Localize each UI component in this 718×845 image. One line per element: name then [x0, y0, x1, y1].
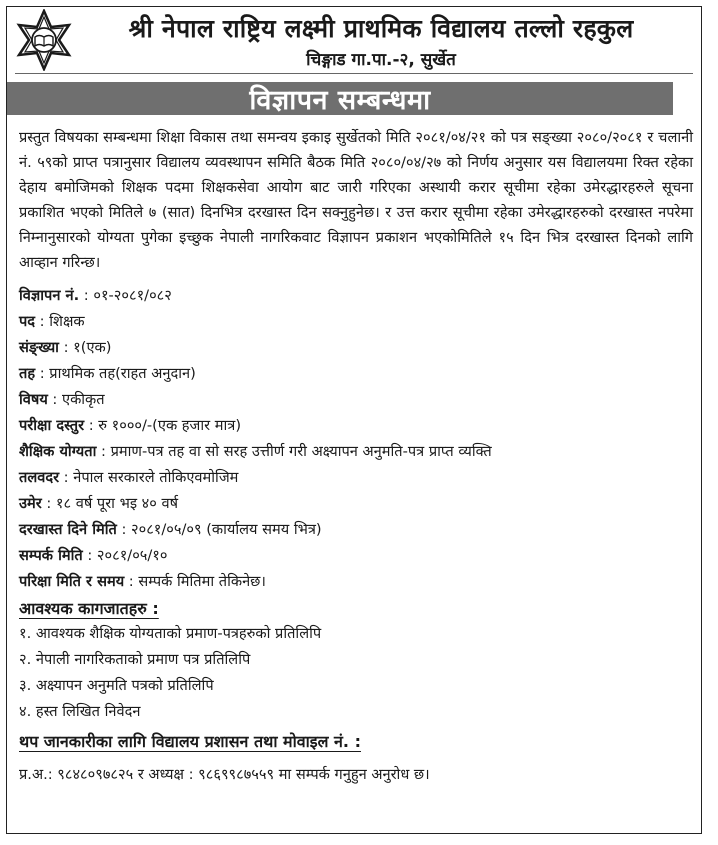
detail-label: संङ्ख्या — [19, 339, 59, 356]
detail-value: एकीकृत — [62, 391, 105, 408]
detail-row — [19, 387, 693, 413]
school-address: चिङ्गाड गा.पा.-२, सुर्खेत — [306, 50, 456, 70]
detail-label: विज्ञापन नं. — [19, 287, 80, 304]
vacancy-details — [19, 283, 693, 595]
detail-value: २०८१/०५/१० — [96, 547, 168, 564]
contact-details: प्र.अ.: ९८४८०९७८२५ र अध्यक्ष : ९८६९९८७५५९ मा सम्पर्क गनुहुन अनुरोध छ। — [19, 766, 430, 783]
detail-row — [19, 491, 693, 517]
contact-title: थप जानकारीका लागि विद्यालय प्रशासन तथा मोवाइल नं. : — [19, 732, 361, 751]
detail-row — [19, 517, 693, 543]
detail-value: प्रमाण-पत्र तह वा सो सरह उत्तीर्ण गरी अक्ष्यापन अनुमति-पत्र प्राप्त व्यक्ति — [110, 443, 492, 460]
detail-value: सम्पर्क मितिमा तेकिनेछ। — [138, 573, 266, 590]
intro-paragraph: प्रस्तुत विषयका सम्बन्धमा शिक्षा विकास तथा समन्वय इकाइ सुर्खेतको मिति २०८१/०४/२१ को पत्र सङ्ख्या २०८०/२०८१ र चलानी नं. ५९को प्राप्त पत्रानुसार विद्यालय व्यवस्थापन समिति बैठक मिति २०८०/०४/२७ को निर्णय अनुसार यस विद्यालयमा रिक्त रहेका देहाय बमोजिमको शिक्षक पदमा शिक्षकसेवा आयोग बाट जारी गरिएका अस्थायी करार सूचीमा रहेका उमेरद्धारहरुले सूचना प्रकाशित भएको मितिले ७ (सात) दिनभित्र दरखास्त दिन सक्नुहुनेछ। र उत्त करार सूचीमा रहेका उमेरद्धारहरुको दरखास्त नपरेमा निम्नानुसारको योग्यता पुगेका इच्छुक नेपाली नागरिकवाट विज्ञापन प्रकाशन भएकोमितिले १५ दिन भित्र दरखास्त दिनको लागि आव्हान गरिन्छ। — [19, 129, 693, 271]
detail-separator: : — [116, 521, 132, 538]
detail-separator: : — [124, 573, 139, 590]
detail-value: ०१-२०८१/०८२ — [93, 287, 172, 304]
detail-label: तलवदर — [19, 469, 60, 486]
detail-row — [19, 335, 693, 361]
detail-separator: : — [82, 547, 97, 564]
detail-row — [19, 283, 693, 309]
detail-row — [19, 361, 693, 387]
nepal-star-emblem-book-icon — [13, 9, 75, 71]
detail-separator: : — [84, 417, 99, 434]
detail-separator: : — [47, 391, 62, 408]
detail-row — [19, 439, 693, 465]
detail-row — [19, 569, 693, 595]
detail-separator: : — [41, 495, 56, 512]
detail-value: प्राथमिक तह(राहत अनुदान) — [49, 365, 196, 382]
detail-row — [19, 465, 693, 491]
detail-label: परिक्षा मिति र समय — [19, 573, 125, 590]
detail-label: सम्पर्क मिति — [19, 547, 83, 564]
detail-row — [19, 413, 693, 439]
required-documents-title: आवश्यक कागजातहरु : — [19, 599, 159, 618]
detail-separator: : — [59, 469, 74, 486]
detail-value: १(एक) — [73, 339, 112, 356]
detail-separator: : — [35, 313, 50, 330]
detail-value: २०८१/०५/०९ (कार्यालय समय भित्र) — [131, 521, 322, 538]
notice-body — [19, 125, 693, 789]
detail-value: १८ वर्ष पूरा भइ ४० वर्ष — [55, 495, 179, 512]
required-documents-list — [19, 621, 693, 725]
detail-label: विषय — [19, 391, 48, 408]
detail-value: नेपाल सरकारले तोकिएवमोजिम — [73, 469, 239, 486]
detail-value: रु १०००/-(एक हजार मात्र) — [98, 417, 242, 434]
document-item: ४. हस्त लिखित निवेदन — [19, 703, 141, 720]
document-item: १. आवश्यक शैक्षिक योग्यताको प्रमाण-पत्रहरुको प्रतिलिपि — [19, 625, 322, 642]
school-name: श्री नेपाल राष्ट्रिय लक्ष्मी प्राथमिक विद्यालय तल्लो रहकुल — [128, 14, 634, 43]
detail-label: दरखास्त दिने मिति — [19, 521, 117, 538]
notice-title: विज्ञापन सम्बन्धमा — [249, 85, 431, 116]
notice-frame — [6, 6, 702, 834]
document-item: ३. अक्ष्यापन अनुमति पत्रको प्रतिलिपि — [19, 677, 214, 694]
detail-separator: : — [79, 287, 94, 304]
detail-row — [19, 543, 693, 569]
document-item: २. नेपाली नागरिकताको प्रमाण पत्र प्रतिलिपि — [19, 651, 251, 668]
detail-separator: : — [58, 339, 74, 356]
detail-value: शिक्षक — [49, 313, 85, 330]
detail-row — [19, 309, 693, 335]
detail-label: शैक्षिक योग्यता — [19, 443, 97, 460]
detail-label: पद — [19, 313, 36, 330]
detail-separator: : — [35, 365, 50, 382]
detail-label: तह — [19, 365, 36, 382]
detail-separator: : — [96, 443, 111, 460]
detail-label: परीक्षा दस्तुर — [19, 417, 85, 434]
title-banner — [7, 82, 673, 115]
header-divider — [15, 73, 693, 74]
notice-header — [7, 7, 701, 116]
detail-label: उमेर — [19, 495, 42, 512]
